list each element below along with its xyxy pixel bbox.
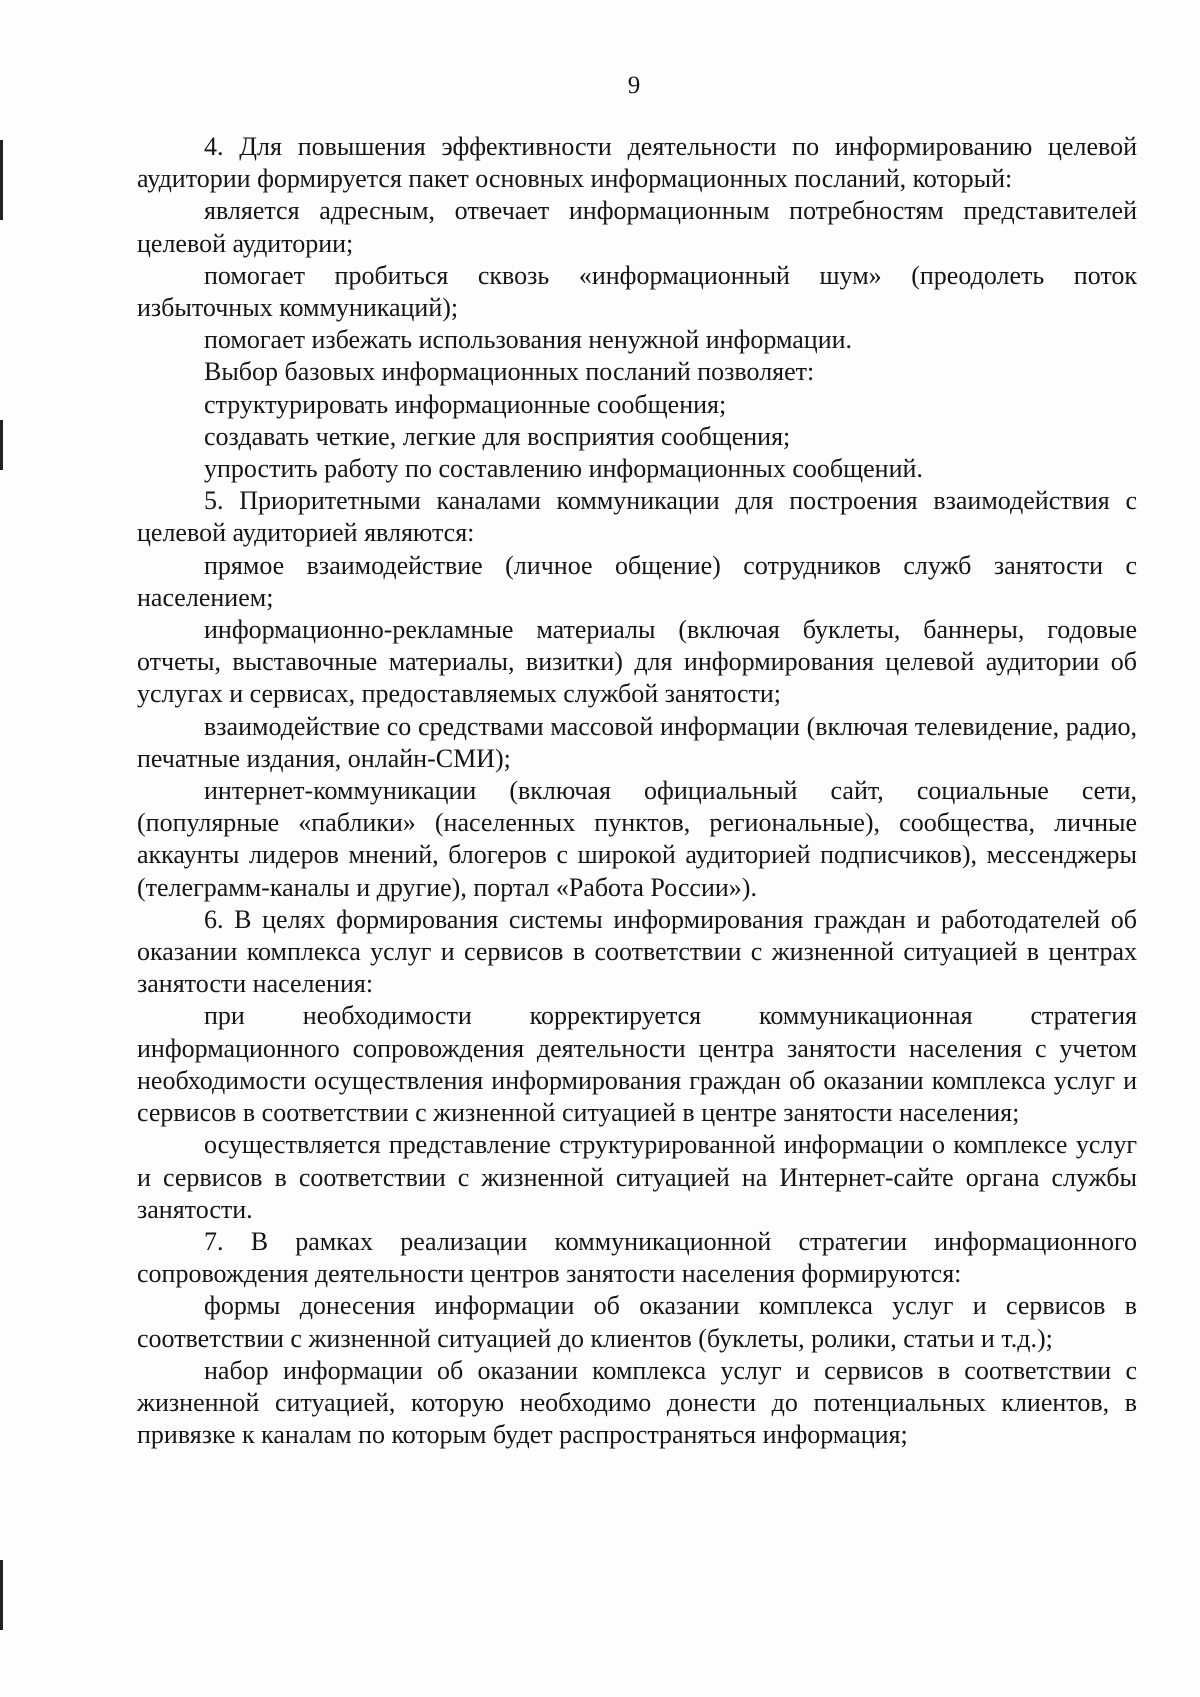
paragraph: Выбор базовых информационных посланий позволяет: — [204, 357, 815, 387]
paragraph: набор информации об оказании комплекса услуг и сервисов в соответствии с жизненной ситуацией, которую необходимо донести до потенциальных клиентов, в привязке к каналам по которым будет распространяться информация; — [137, 1355, 1137, 1450]
scan-edge-mark — [0, 1560, 3, 1630]
paragraph: 6. В целях формирования системы информирования граждан и работодателей об оказании комплекса услуг и сервисов в соответствии с жизненной ситуацией в центрах занятости населения: — [137, 904, 1137, 999]
paragraph: помогает пробиться сквозь «информационный шум» (преодолеть поток избыточных коммуникаций); — [137, 260, 1137, 323]
scan-edge-mark — [0, 140, 3, 220]
paragraph: упростить работу по составлению информационных сообщений. — [204, 454, 923, 484]
paragraph: 4. Для повышения эффективности деятельности по информированию целевой аудитории формируется пакет основных информационных посланий, который: — [137, 132, 1137, 194]
scan-edge-mark — [0, 420, 3, 470]
paragraph: 7. В рамках реализации коммуникационной стратегии информационного сопровождения деятельности центров занятости населения формируются: — [137, 1226, 1137, 1289]
paragraph: формы донесения информации об оказании комплекса услуг и сервисов в соответствии с жизненной ситуацией до клиентов (буклеты, ролики, статьи и т.д.); — [137, 1291, 1137, 1353]
paragraph: взаимодействие со средствами массовой информации (включая телевидение, радио, печатные издания, онлайн-СМИ); — [137, 711, 1137, 773]
paragraph: информационно-рекламные материалы (включая буклеты, баннеры, годовые отчеты, выставочные материалы, визитки) для информирования целевой аудитории об услугах и сервисах, предоставляемых службой занятости; — [137, 615, 1137, 709]
paragraph: создавать четкие, легкие для восприятия сообщения; — [204, 421, 791, 451]
paragraph: интернет-коммуникации (включая официальный сайт, социальные сети, (популярные «паблики» (населенных пунктов, региональные), сообщества, личные аккаунты лидеров мнений, блогеров с широкой аудиторией подписчиков), мессенджеры (телеграмм-каналы и другие), портал «Работа России»). — [137, 776, 1137, 902]
body-text — [137, 131, 1137, 1451]
paragraph: 5. Приоритетными каналами коммуникации для построения взаимодействия с целевой аудиторией являются: — [137, 486, 1137, 548]
paragraph: при необходимости корректируется коммуникационная стратегия информационного сопровождения деятельности центра занятости населения с учетом необходимости осуществления информирования граждан об оказании комплекса услуг и сервисов в соответствии с жизненной ситуацией в центре занятости населения; — [137, 1001, 1137, 1128]
paragraph: осуществляется представление структурированной информации о комплексе услуг и сервисов в соответствии с жизненной ситуацией на Интернет-сайте органа службы занятости. — [137, 1130, 1137, 1224]
paragraph: является адресным, отвечает информационным потребностям представителей целевой аудитории; — [137, 196, 1137, 258]
paragraph: структурировать информационные сообщения; — [204, 389, 727, 419]
page-number: 9 — [627, 72, 641, 99]
paragraph: помогает избежать использования ненужной информации. — [204, 325, 853, 355]
paragraph: прямое взаимодействие (личное общение) сотрудников служб занятости с населением; — [137, 550, 1137, 612]
